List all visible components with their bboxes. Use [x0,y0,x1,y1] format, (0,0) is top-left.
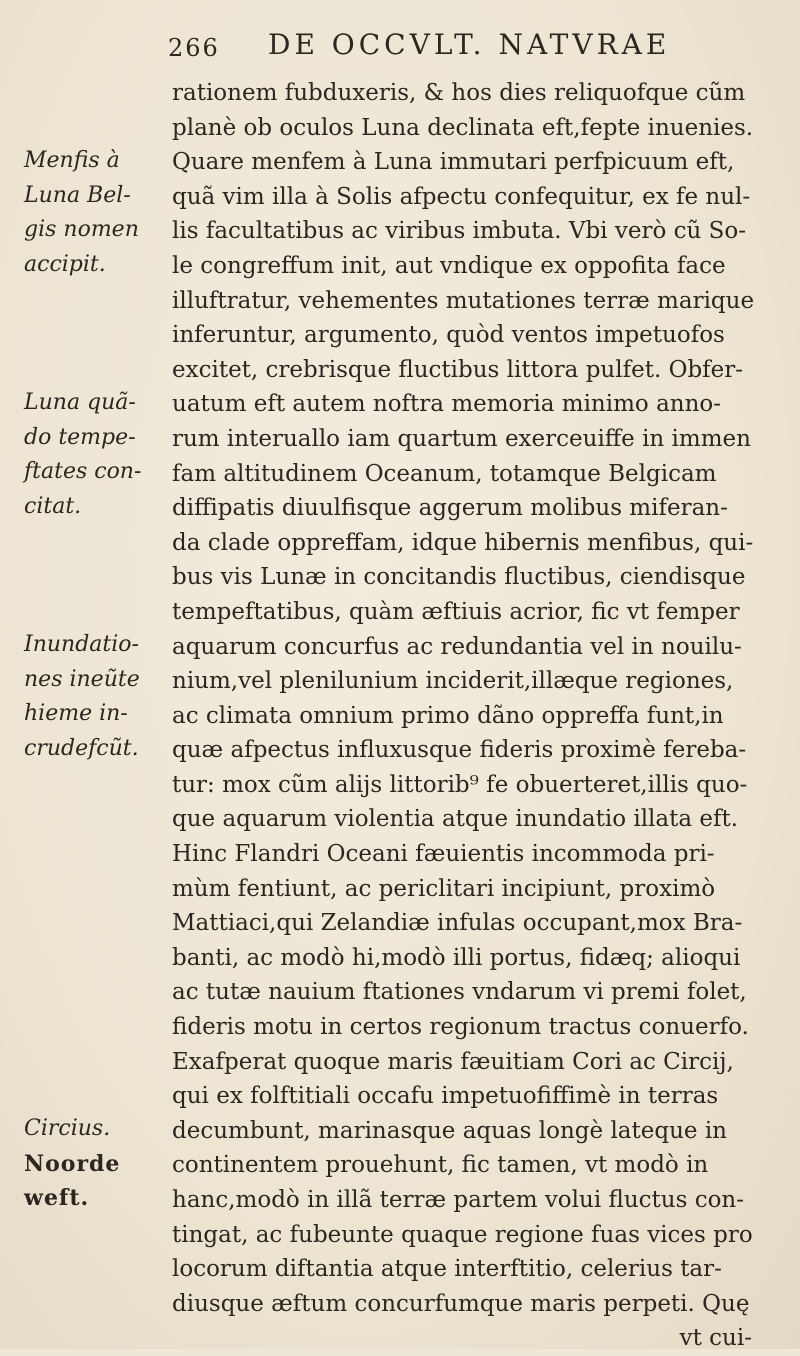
text-line: Exafperat quoque maris fæuitiam Cori ac Circij, [172,1048,734,1075]
text-line: continentem prouehunt, fic tamen, vt modò in [172,1152,709,1179]
text-line: uatum eft autem noftra memoria minimo anno- [172,391,722,418]
text-line: qui ex folftitiali occafu impetuofiffimè in terras [172,1083,719,1110]
text-line: fideris motu in certos regionum tractus conuerfo. [172,1014,749,1041]
text-line: Quare menfem à Luna immutari perfpicuum eft, [172,149,735,176]
margin-note-line: Circius. [24,1116,111,1141]
margin-note-line: accipit. [24,251,106,277]
margin-note-line: Noorde [24,1150,121,1177]
margin-note-line: weft. [24,1185,90,1212]
margin-note-line: gis nomen [24,217,139,243]
text-line: planè ob oculos Luna declinata eft,fepte inuenies. [172,114,754,141]
text-line: quæ afpectus influxusque fideris proximè fereba- [172,737,747,764]
text-line: locorum diftantia atque interftitio, celerius tar- [172,1256,722,1283]
text-line: bus vis Lunæ in concitandis fluctibus, ciendisque [172,564,746,591]
margin-note-line: ftates con- [24,459,142,485]
text-line: fam altitudinem Oceanum, totamque Belgicam [172,460,717,487]
text-line: le congreffum init, aut vndique ex oppofita face [172,252,726,279]
text-line: lis facultatibus ac viribus imbuta. Vbi verò cũ So- [172,218,746,245]
margin-note-inundatio [24,628,174,766]
text-line: rum interuallo iam quartum exerceuiffe in immen [172,425,751,452]
margin-note-line: hieme in- [24,701,128,727]
text-line: da clade oppreffam, idque hibernis menfibus, qui- [172,529,754,556]
margin-note-line: Luna Bel- [24,182,131,208]
text-line: inferuntur, argumento, quòd ventos impetuofos [172,322,725,349]
margin-note-line: Luna quã- [24,390,136,415]
page-number: 266 [168,34,220,62]
text-line: decumbunt, marinasque aquas longè lateque in [172,1117,727,1144]
text-line: banti, ac modò hi,modò illi portus, fidæq; alioqui [172,944,741,971]
text-line: nium,vel plenilunium inciderit,illæque regiones, [172,668,734,695]
margin-note-line: Inundatio- [24,632,139,657]
text-line: hanc,modò in illã terræ partem volui fluctus con- [172,1187,745,1213]
text-line: tingat, ac fubeunte quaque regione fuas vices pro [172,1221,753,1248]
text-line: Mattiaci,qui Zelandiæ infulas occupant,mox Bra- [172,910,743,937]
text-line: ac climata omnium primo dãno oppreffa funt,in [172,702,724,729]
running-title: DE OCCVLT. NATVRAE [268,28,671,61]
text-line: aquarum concurfus ac redundantia vel in nouilu- [172,633,742,660]
text-line: vt cui- [679,1325,752,1352]
margin-note-line: crudefcũt. [24,735,139,761]
page-header [168,28,768,76]
text-line: rationem fubduxeris, & hos dies reliquofque cũm [172,80,746,106]
text-line: Hinc Flandri Oceani fæuientis incommoda pri- [172,841,715,868]
text-line: excitet, crebrisque fluctibus littora pulfet. Obfer- [172,356,744,383]
text-line: illuftratur, vehementes mutationes terræ marique [172,287,755,314]
main-text-block [172,76,782,1356]
text-line: tur: mox cũm alijs littorib⁹ fe obuerteret,illis quo- [172,771,748,798]
text-line: quã vim illa à Solis afpectu confequitur, ex fe nul- [172,183,751,210]
text-line: diffipatis diuulfisque aggerum molibus miferan- [172,495,728,522]
text-line: tempeftatibus, quàm æftiuis acrior, fic vt femper [172,598,740,625]
margin-note-circius [24,1112,174,1216]
text-line: mùm fentiunt, ac periclitari incipiunt, proximò [172,875,716,902]
text-line: diusque æftum concurfumque maris perpeti. Quę [172,1290,750,1317]
margin-note-mensis [24,144,174,282]
margin-note-line: nes ineũte [24,666,140,692]
text-line: que aquarum violentia atque inundatio illata eft. [172,806,739,833]
margin-note-line: citat. [24,493,82,519]
margin-note-line: do tempe- [24,424,136,450]
text-line: ac tutæ nauium ftationes vndarum vi premi folet, [172,979,747,1006]
margin-note-line: Menfis à [24,148,120,173]
margin-note-luna [24,386,174,524]
